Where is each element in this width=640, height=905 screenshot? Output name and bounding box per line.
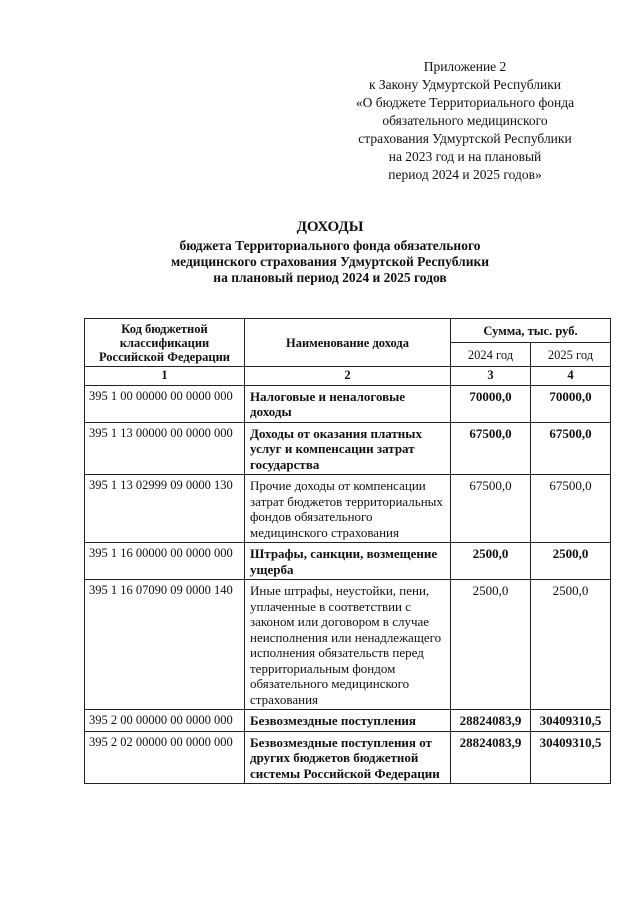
row-code: 395 1 13 02999 09 0000 130 xyxy=(85,475,245,543)
row-code: 395 2 00 00000 00 0000 000 xyxy=(85,710,245,732)
row-code: 395 1 00 00000 00 0000 000 xyxy=(85,385,245,422)
row-value-2024: 28824083,9 xyxy=(451,731,531,784)
appendix-line: период 2024 и 2025 годов» xyxy=(388,167,542,182)
table-row xyxy=(85,543,611,580)
row-code: 395 1 13 00000 00 0000 000 xyxy=(85,422,245,475)
table-row xyxy=(85,422,611,475)
appendix-line: Приложение 2 xyxy=(423,59,507,74)
row-value-2025: 70000,0 xyxy=(531,385,611,422)
header-code: Код бюджетной классификации Российской Федерации xyxy=(85,319,245,367)
table-row xyxy=(85,710,611,732)
row-value-2025: 2500,0 xyxy=(531,543,611,580)
appendix-line: «О бюджете Территориального фонда xyxy=(355,95,575,110)
row-name: Доходы от оказания платных услуг и компенсации затрат государства xyxy=(245,422,451,475)
table-row xyxy=(85,731,611,784)
document-title xyxy=(120,218,540,286)
column-numbers-row xyxy=(85,367,611,386)
row-value-2025: 30409310,5 xyxy=(531,731,611,784)
row-value-2025: 67500,0 xyxy=(531,422,611,475)
appendix-line: на 2023 год и на плановый xyxy=(388,149,542,164)
title-main: ДОХОДЫ xyxy=(296,219,364,235)
row-name: Налоговые и неналоговые доходы xyxy=(245,385,451,422)
column-number: 4 xyxy=(531,367,611,386)
table-row xyxy=(85,385,611,422)
row-name: Штрафы, санкции, возмещение ущерба xyxy=(245,543,451,580)
row-value-2025: 67500,0 xyxy=(531,475,611,543)
row-name: Безвозмездные поступления xyxy=(245,710,451,732)
row-name: Безвозмездные поступления от других бюджетов бюджетной системы Российской Федерации xyxy=(245,731,451,784)
title-subline: на плановый период 2024 и 2025 годов xyxy=(213,270,447,285)
appendix-note xyxy=(330,58,600,184)
row-name: Иные штрафы, неустойки, пени, уплаченные в соответствии с законом или договором в случае неисполнения или ненадлежащего исполнения обязательств перед территориальным фондом обязательного медицинского страхования xyxy=(245,580,451,710)
table-row xyxy=(85,580,611,710)
row-code: 395 1 16 07090 09 0000 140 xyxy=(85,580,245,710)
header-year-2024: 2024 год xyxy=(451,343,531,367)
row-code: 395 2 02 00000 00 0000 000 xyxy=(85,731,245,784)
header-year-2025: 2025 год xyxy=(531,343,611,367)
title-subline: медицинского страхования Удмуртской Республики xyxy=(170,254,490,269)
header-sum: Сумма, тыс. руб. xyxy=(451,319,611,343)
row-value-2024: 28824083,9 xyxy=(451,710,531,732)
row-name: Прочие доходы от компенсации затрат бюджетов территориальных фондов обязательного медицинского страхования xyxy=(245,475,451,543)
row-value-2024: 67500,0 xyxy=(451,422,531,475)
appendix-line: страхования Удмуртской Республики xyxy=(358,131,572,146)
row-value-2024: 67500,0 xyxy=(451,475,531,543)
title-subline: бюджета Территориального фонда обязательного xyxy=(179,238,481,253)
row-value-2024: 70000,0 xyxy=(451,385,531,422)
header-name: Наименование дохода xyxy=(245,319,451,367)
income-table xyxy=(84,318,611,784)
table-row xyxy=(85,475,611,543)
appendix-line: обязательного медицинского xyxy=(382,113,548,128)
row-value-2025: 2500,0 xyxy=(531,580,611,710)
row-value-2024: 2500,0 xyxy=(451,543,531,580)
column-number: 3 xyxy=(451,367,531,386)
row-value-2024: 2500,0 xyxy=(451,580,531,710)
row-code: 395 1 16 00000 00 0000 000 xyxy=(85,543,245,580)
appendix-line: к Закону Удмуртской Республики xyxy=(368,77,562,92)
column-number: 1 xyxy=(85,367,245,386)
row-value-2025: 30409310,5 xyxy=(531,710,611,732)
column-number: 2 xyxy=(245,367,451,386)
